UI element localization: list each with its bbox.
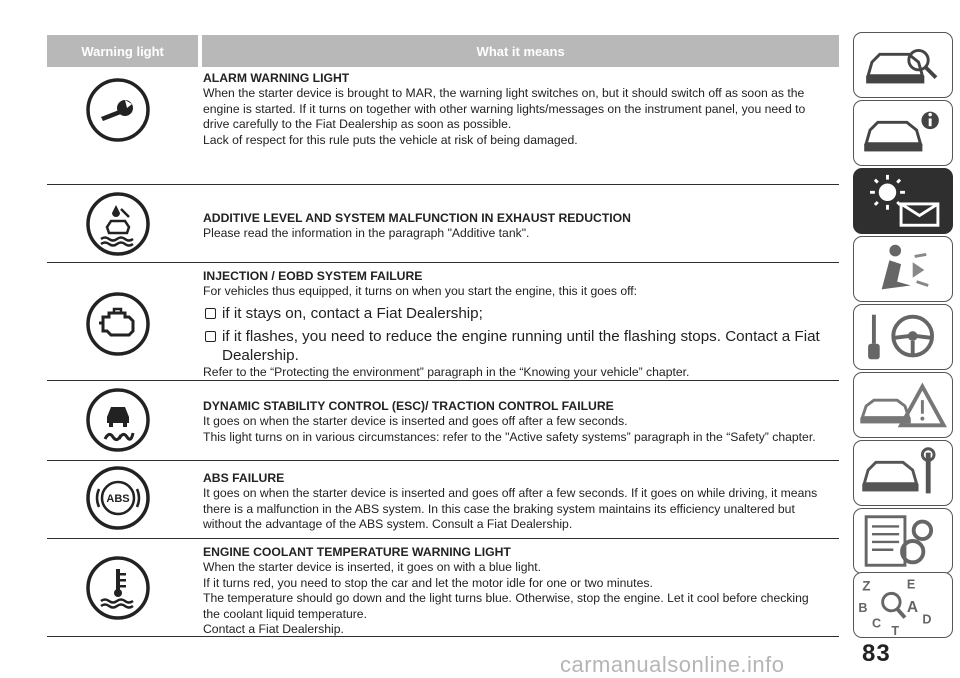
car-warning-triangle-icon[interactable] (853, 372, 953, 438)
wrench-icon (85, 77, 151, 143)
watermark: carmanualsonline.info (560, 652, 785, 677)
row-line: Please read the information in the paragraph "Additive tank". (203, 226, 530, 241)
coolant-temperature-icon (85, 555, 151, 621)
row-line: drive carefully to the Fiat Dealership as soon as possible. (203, 117, 512, 132)
table-header (47, 35, 839, 67)
row-line: Lack of respect for this rule puts the vehicle at risk of being damaged. (203, 132, 578, 147)
row-title: ADDITIVE LEVEL AND SYSTEM MALFUNCTION IN EXHAUST REDUCTION (203, 211, 631, 225)
row-text (203, 211, 839, 242)
car-wrench-icon[interactable] (853, 440, 953, 506)
specs-gears-icon[interactable] (853, 508, 953, 574)
header-what-it-means: What it means (476, 43, 565, 59)
seat-airbag-icon[interactable] (853, 236, 953, 302)
alphabet-index-icon[interactable] (853, 572, 953, 638)
row-text (203, 71, 839, 148)
table-row (47, 461, 839, 539)
additive-tank-icon (85, 191, 151, 257)
row-outro: Refer to the “Protecting the environment” paragraph in the “Knowing your vehicle” chapter. (203, 364, 690, 379)
row-title: INJECTION / EOBD SYSTEM FAILURE (203, 269, 423, 283)
bullet-text: if it flashes, you need to reduce the engine running until the flashing stops. Contact a Fiat Dealership. (222, 327, 820, 364)
row-text (203, 545, 839, 637)
table-row (47, 263, 839, 381)
checkbox-bullet-icon (205, 331, 216, 342)
row-line: When the starter device is brought to MAR, the warning light switches on, but it should switch off as soon as the (203, 86, 805, 101)
table-row (47, 381, 839, 461)
skidding-car-icon (85, 387, 151, 453)
checkbox-bullet-icon (205, 308, 216, 319)
row-title: ENGINE COOLANT TEMPERATURE WARNING LIGHT (203, 545, 511, 559)
car-search-icon[interactable] (853, 32, 953, 98)
row-line: there is a malfunction in the ABS system. In this case the braking system maintains its efficiency unaltered but (203, 501, 795, 516)
row-line: This light turns on in various circumstances: refer to the "Active safety systems” paragraph in the “Safety” chapter. (203, 429, 816, 444)
car-info-icon[interactable] (853, 100, 953, 166)
bullet-item (203, 304, 839, 323)
row-line: The temperature should go down and the light turns blue. Otherwise, stop the engine. Let it cool before checking (203, 591, 809, 606)
index-letter: B (858, 600, 868, 615)
warning-lights-icon[interactable] (853, 168, 953, 234)
key-steering-wheel-icon[interactable] (853, 304, 953, 370)
abs-label: ABS (106, 493, 130, 505)
row-intro: For vehicles thus equipped, it turns on when you start the engine, this it goes off: (203, 284, 638, 299)
row-text (203, 269, 839, 380)
page-number: 83 (862, 640, 891, 667)
row-text (203, 471, 839, 533)
row-text (203, 399, 839, 445)
row-line: It goes on when the starter device is inserted and goes off after a few seconds. If it goes on while driving, it means (203, 486, 818, 501)
row-line: When the starter device is inserted, it goes on with a blue light. (203, 560, 542, 575)
index-letter: T (891, 624, 900, 637)
row-title: ALARM WARNING LIGHT (203, 71, 350, 85)
index-letter: C (871, 616, 882, 631)
abs-icon (85, 465, 151, 531)
index-letter: A (906, 598, 919, 616)
row-line: Contact a Fiat Dealership. (203, 622, 344, 637)
engine-icon (85, 291, 151, 357)
bullet-text: if it stays on, contact a Fiat Dealership; (222, 304, 483, 322)
row-line: If it turns red, you need to stop the car and let the motor idle for one or two minutes. (203, 575, 653, 590)
bullet-item (203, 327, 839, 365)
row-line: engine is started. If it turns on together with other warning lights/messages on the instrument panel, you need to (203, 101, 806, 116)
index-letter: E (906, 577, 916, 592)
warning-lights-table (47, 35, 839, 637)
index-letter: D (922, 612, 932, 627)
row-title: ABS FAILURE (203, 471, 285, 485)
row-line: It goes on when the starter device is inserted and goes off after a few seconds. (203, 414, 628, 429)
row-title: DYNAMIC STABILITY CONTROL (ESC)/ TRACTION CONTROL FAILURE (203, 399, 614, 413)
table-row (47, 539, 839, 637)
header-warning-light: Warning light (81, 43, 164, 59)
table-row (47, 67, 839, 185)
table-row (47, 185, 839, 263)
row-line: the coolant liquid temperature. (203, 606, 367, 621)
index-letter: Z (862, 578, 871, 594)
row-line: without the advantage of the ABS system. Consult a Fiat Dealership. (203, 517, 573, 532)
